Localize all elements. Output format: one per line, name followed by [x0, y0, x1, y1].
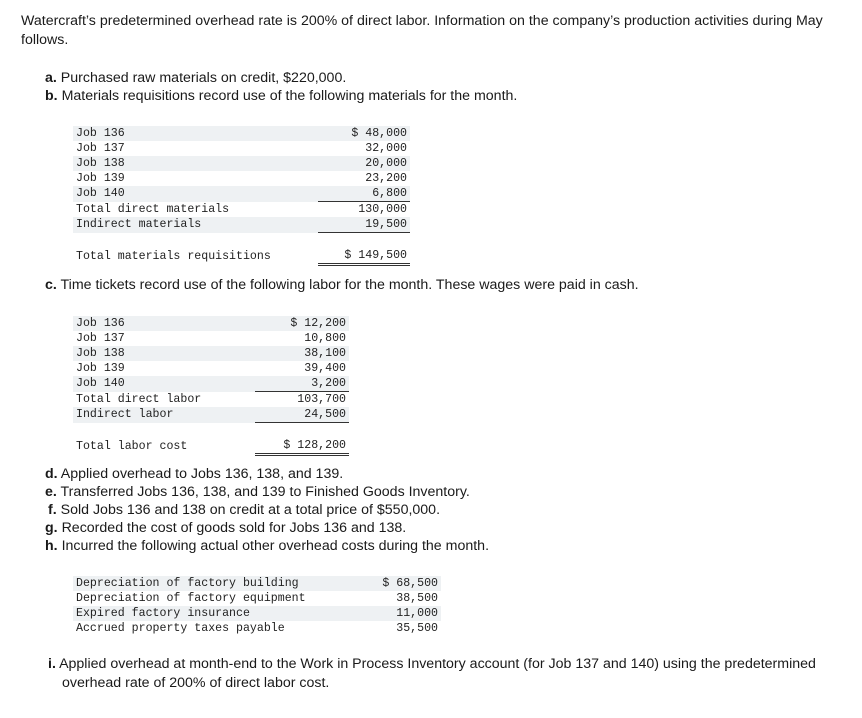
row-label: Depreciation of factory building	[73, 576, 355, 591]
intro-paragraph: Watercraft’s predetermined overhead rate is 200% of direct labor. Information on the company’s production activities during May follows.	[21, 13, 823, 48]
table-row	[73, 186, 410, 202]
item-a-text: Purchased raw materials on credit, $220,000.	[60, 70, 347, 86]
row-label: Job 139	[76, 362, 125, 375]
row-label: Accrued property taxes payable	[76, 622, 285, 635]
row-value: 103,700	[297, 393, 346, 406]
row-value: 11,000	[355, 606, 441, 621]
table-row	[73, 376, 349, 392]
item-d-letter: d.	[45, 466, 58, 482]
table-row	[73, 576, 441, 591]
overhead-table	[73, 576, 441, 636]
table-row	[73, 361, 349, 376]
row-label: Job 137	[76, 332, 125, 345]
item-f	[48, 501, 440, 520]
table-row	[73, 621, 441, 636]
row-label: Job 139	[76, 172, 125, 185]
row-label: Indirect labor	[73, 407, 255, 423]
row-value: $ 68,500	[355, 576, 441, 591]
row-label: Depreciation of factory equipment	[76, 592, 306, 605]
row-label: Job 138	[73, 156, 318, 171]
table-row	[73, 126, 410, 141]
row-label: Job 140	[73, 186, 318, 202]
item-c-letter: c.	[45, 277, 57, 293]
labor-table	[73, 316, 349, 456]
item-f-letter: f.	[48, 502, 57, 518]
item-b-text: Materials requisitions record use of the following materials for the month.	[61, 88, 518, 104]
item-d	[45, 465, 343, 484]
item-h-text: Incurred the following actual other overhead costs during the month.	[61, 538, 490, 554]
table-row	[73, 606, 441, 621]
item-g-text: Recorded the cost of goods sold for Jobs 136 and 138.	[61, 520, 407, 536]
item-e	[45, 483, 470, 502]
row-label: Job 138	[73, 346, 255, 361]
row-value: $ 149,500	[318, 248, 410, 265]
table-row	[73, 171, 410, 186]
row-label: Total direct materials	[76, 202, 230, 216]
row-value: 23,200	[365, 172, 407, 185]
row-value: 20,000	[318, 156, 410, 171]
row-value: 38,500	[396, 592, 438, 605]
item-c	[45, 276, 639, 295]
row-label: Expired factory insurance	[73, 606, 355, 621]
table-row	[73, 316, 349, 331]
row-label: Total labor cost	[76, 439, 188, 453]
table-row	[73, 141, 410, 156]
table-row	[73, 331, 349, 346]
row-value: $ 128,200	[255, 438, 349, 455]
row-label: Indirect materials	[73, 217, 318, 233]
row-value: 35,500	[396, 622, 438, 635]
item-i-letter: i.	[48, 656, 56, 672]
item-b-letter: b.	[45, 88, 58, 104]
table-row	[73, 217, 410, 233]
item-f-text: Sold Jobs 136 and 138 on credit at a total price of $550,000.	[60, 502, 441, 518]
materials-table	[73, 126, 410, 266]
table-row	[73, 392, 349, 408]
row-value: 10,800	[304, 332, 346, 345]
row-label: Job 136	[73, 126, 318, 141]
table-row	[73, 438, 349, 455]
row-value: 24,500	[255, 407, 349, 423]
table-row	[73, 407, 349, 423]
row-value: $ 12,200	[255, 316, 349, 331]
item-b	[45, 87, 517, 106]
table-row	[73, 202, 410, 218]
item-h-letter: h.	[45, 538, 58, 554]
item-e-letter: e.	[45, 484, 57, 500]
table-row	[73, 346, 349, 361]
row-value: 6,800	[318, 186, 410, 202]
row-value: 3,200	[255, 376, 349, 392]
row-label: Total direct labor	[76, 392, 202, 406]
table-row	[73, 156, 410, 171]
item-i-text: Applied overhead at month-end to the Work in Process Inventory account (for Job 137 and 140) using the predetermined overhead rate of 200% of direct labor cost.	[59, 656, 816, 691]
row-value: 19,500	[318, 217, 410, 233]
row-value: $ 48,000	[318, 126, 410, 141]
item-i	[48, 655, 852, 693]
table-row	[73, 591, 441, 606]
row-label: Job 140	[73, 376, 255, 392]
item-d-text: Applied overhead to Jobs 136, 138, and 139.	[60, 466, 344, 482]
item-h	[45, 537, 489, 556]
table-row	[73, 248, 410, 265]
item-c-text: Time tickets record use of the following labor for the month. These wages were paid in cash.	[60, 277, 639, 293]
row-label: Job 136	[73, 316, 255, 331]
row-value: 130,000	[358, 203, 407, 216]
row-value: 38,100	[255, 346, 349, 361]
item-a-letter: a.	[45, 70, 57, 86]
item-g-letter: g.	[45, 520, 58, 536]
row-label: Total materials requisitions	[76, 249, 271, 263]
item-g	[45, 519, 406, 538]
row-label: Job 137	[76, 142, 125, 155]
row-value: 32,000	[365, 142, 407, 155]
item-e-text: Transferred Jobs 136, 138, and 139 to Finished Goods Inventory.	[60, 484, 470, 500]
item-a	[45, 69, 346, 88]
row-value: 39,400	[304, 362, 346, 375]
